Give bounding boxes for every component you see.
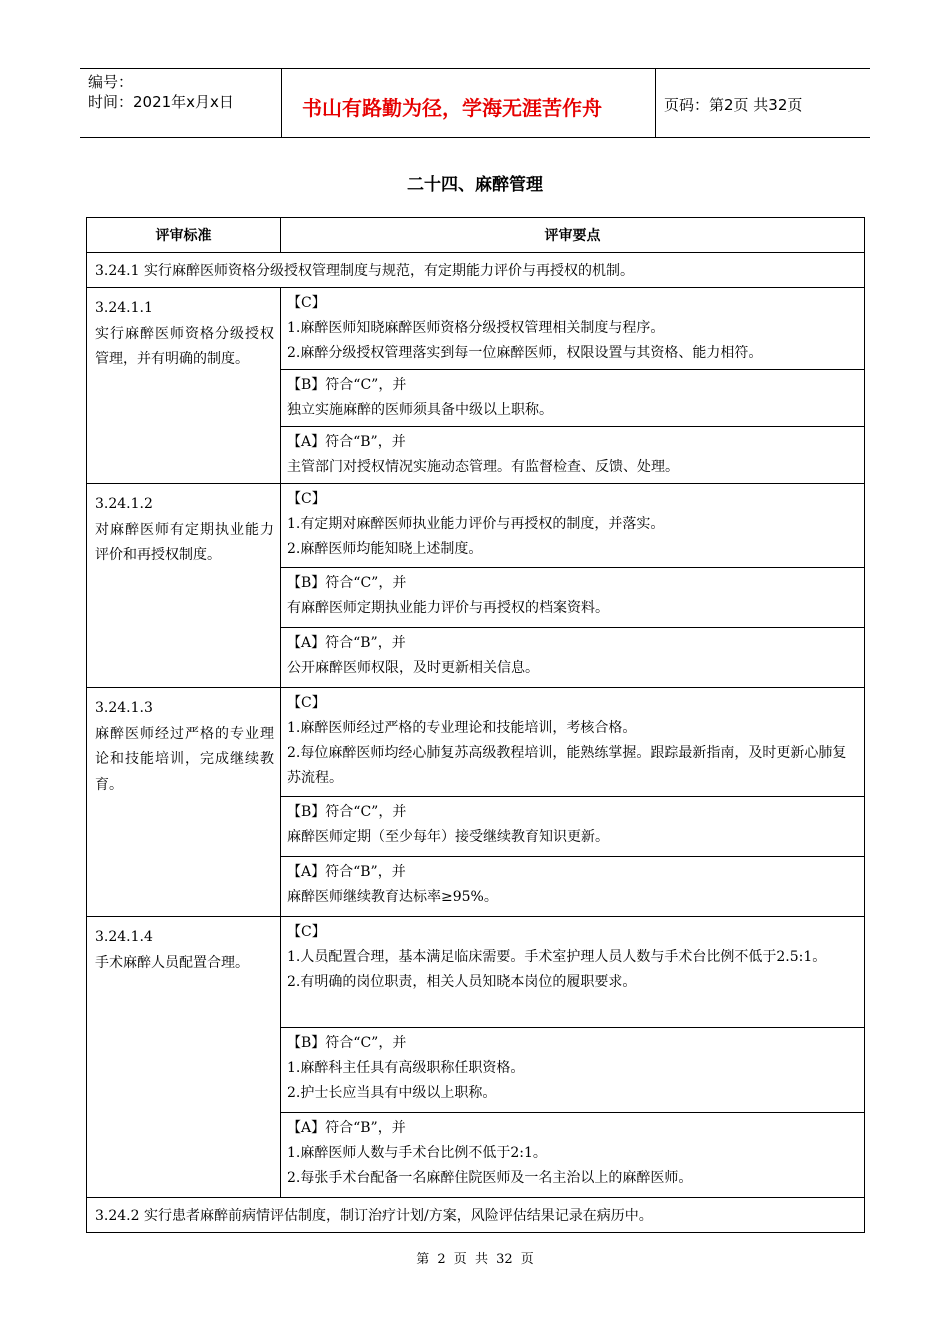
header-meta (80, 69, 282, 137)
level-b-line: 独立实施麻醉的医师须具备中级以上职称。 (287, 402, 553, 418)
level-c-line: 1.人员配置合理，基本满足临床需要。手术室护理人员人数与手术台比例不低于2.5:1。 (287, 949, 827, 965)
footer-page-number: 2 (437, 1252, 446, 1267)
level-a-line: 1.麻醉医师人数与手术台比例不低于2:1。 (287, 1145, 547, 1161)
level-a-line: 2.每张手术台配备一名麻醉住院医师及一名主治以上的麻醉医师。 (287, 1170, 693, 1186)
footer-total-word: 页 (520, 1252, 534, 1267)
level-c-cell (281, 288, 865, 370)
standard-code: 3.24.1.4 (95, 929, 153, 945)
level-b-line: 2.护士长应当具有中级以上职称。 (287, 1085, 497, 1101)
level-c-cell (281, 688, 865, 797)
level-b-heading: 【B】符合“C”，并 (287, 575, 407, 591)
table-row (87, 917, 865, 1028)
level-c-cell (281, 917, 865, 1028)
level-a-cell (281, 427, 865, 484)
level-c-heading: 【C】 (287, 924, 326, 940)
footer-total-number: 32 (496, 1252, 513, 1267)
header-page-cell (656, 69, 870, 137)
level-c-heading: 【C】 (287, 295, 326, 311)
span-row-3-24-2 (87, 1198, 865, 1233)
level-c-line: 1.麻醉医师知晓麻醉医师资格分级授权管理相关制度与程序。 (287, 320, 665, 336)
header-page-info: 页码：第2页 共32页 (664, 96, 803, 114)
level-c-heading: 【C】 (287, 695, 326, 711)
level-b-heading: 【B】符合“C”，并 (287, 1035, 407, 1051)
level-b-cell (281, 568, 865, 628)
level-a-heading: 【A】符合“B”，并 (287, 864, 406, 880)
standard-cell (87, 688, 281, 917)
header-motto-cell (282, 69, 656, 137)
standard-cell (87, 484, 281, 688)
header-motto: 书山有路勤为径，学海无涯苦作舟 (302, 96, 602, 120)
standard-text: 对麻醉医师有定期执业能力评价和再授权制度。 (95, 521, 274, 563)
span-row-3-24-1 (87, 253, 865, 288)
level-a-line: 麻醉医师继续教育达标率≥95%。 (287, 889, 498, 905)
level-b-heading: 【B】符合“C”，并 (287, 804, 407, 820)
level-b-heading: 【B】符合“C”，并 (287, 377, 407, 393)
page-footer (0, 1248, 950, 1267)
level-a-heading: 【A】符合“B”，并 (287, 434, 406, 450)
header-number-label: 编号： (88, 73, 134, 91)
standard-code: 3.24.1.3 (95, 700, 153, 716)
level-c-line: 2.麻醉医师均能知晓上述制度。 (287, 541, 483, 557)
standard-code: 3.24.1.1 (95, 300, 153, 316)
level-a-cell (281, 857, 865, 917)
level-c-line: 2.麻醉分级授权管理落实到每一位麻醉医师，权限设置与其资格、能力相符。 (287, 345, 763, 361)
standards-table (86, 217, 865, 1233)
level-c-line: 2.每位麻醉医师均经心肺复苏高级教程培训，能熟练掌握。跟踪最新指南，及时更新心肺复苏流程。 (287, 745, 847, 786)
level-b-cell (281, 797, 865, 857)
level-a-line: 主管部门对授权情况实施动态管理。有监督检查、反馈、处理。 (287, 459, 679, 475)
standard-text: 实行麻醉医师资格分级授权管理，并有明确的制度。 (95, 325, 274, 367)
table-row (87, 484, 865, 568)
col-header-points: 评审要点 (281, 218, 865, 253)
footer-total-word: 共 (474, 1252, 488, 1267)
level-c-heading: 【C】 (287, 491, 326, 507)
level-a-cell (281, 1113, 865, 1198)
table-row (87, 288, 865, 370)
span-row-text: 3.24.1 实行麻醉医师资格分级授权管理制度与规范，有定期能力评价与再授权的机制。 (87, 253, 865, 288)
level-c-line: 2.有明确的岗位职责，相关人员知晓本岗位的履职要求。 (287, 974, 637, 990)
table-row (87, 688, 865, 797)
level-b-line: 有麻醉医师定期执业能力评价与再授权的档案资料。 (287, 600, 609, 616)
level-c-line: 1.有定期对麻醉医师执业能力评价与再授权的制度，并落实。 (287, 516, 665, 532)
level-b-line: 1.麻醉科主任具有高级职称任职资格。 (287, 1060, 525, 1076)
level-c-cell (281, 484, 865, 568)
standard-cell (87, 288, 281, 484)
section-title: 二十四、麻醉管理 (407, 175, 543, 195)
level-a-heading: 【A】符合“B”，并 (287, 635, 406, 651)
standard-text: 手术麻醉人员配置合理。 (95, 954, 249, 971)
level-a-heading: 【A】符合“B”，并 (287, 1120, 406, 1136)
level-b-cell (281, 370, 865, 427)
table-header-row (87, 218, 865, 253)
span-row-text: 3.24.2 实行患者麻醉前病情评估制度，制订治疗计划/方案，风险评估结果记录在病历中。 (87, 1198, 865, 1233)
level-c-line: 1.麻醉医师经过严格的专业理论和技能培训，考核合格。 (287, 720, 637, 736)
level-b-cell (281, 1028, 865, 1113)
standard-text: 麻醉医师经过严格的专业理论和技能培训，完成继续教育。 (95, 725, 274, 793)
level-b-line: 麻醉医师定期（至少每年）接受继续教育知识更新。 (287, 829, 609, 845)
header-time-label: 时间：2021年x月x日 (88, 93, 234, 111)
footer-page-word: 页 (453, 1252, 467, 1267)
col-header-standard: 评审标准 (87, 218, 281, 253)
level-a-cell (281, 628, 865, 688)
footer-page-word: 第 (416, 1252, 430, 1267)
level-a-line: 公开麻醉医师权限，及时更新相关信息。 (287, 660, 539, 676)
page-header (80, 68, 870, 138)
standard-cell (87, 917, 281, 1198)
standard-code: 3.24.1.2 (95, 496, 153, 512)
